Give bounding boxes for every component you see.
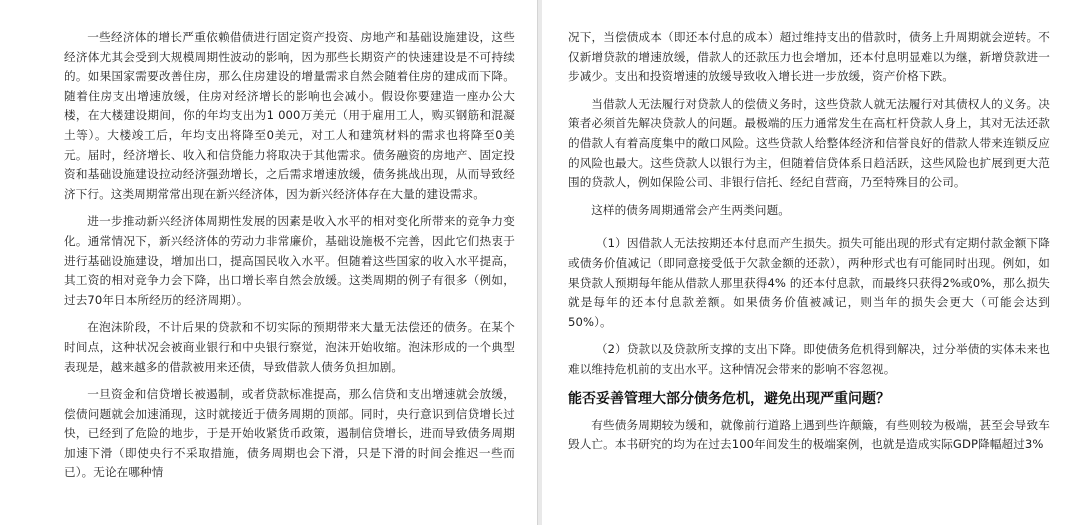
paragraph: 一旦资金和信贷增长被遏制，或者贷款标准提高，那么信贷和支出增速就会放缓，偿债问题就会加速涌现，这时就接近于债务周期的顶部。同时，央行意识到信贷增长过快，已经到了危险的地步，于是开始收紧货币政策，遏制信贷增长，进而导致债务周期加速下滑（即使央行不采取措施，债务周期也会下滑，只是下滑的时间会推迟一些而已）。无论在哪种情 bbox=[64, 387, 515, 480]
paragraph: 一些经济体的增长严重依赖借债进行固定资产投资、房地产和基础设施建设，这些经济体尤其会受到大规模周期性波动的影响，因为那些长期资产的快速建设是不可持续的。如果国家需要改善住房，那么住房建设的增量需求自然会随着住房的建成而下降。随着住房支出增速放缓，住房对经济增长的影响也会减小。假设你要建造一座办公大楼，在大楼建设期间，你的年均支出为1 000万美元（用于雇用工人，购买钢筋和混凝土等）。大楼竣工后，年均支出将降至0美元，对工人和建筑材料的需求也将降至0美元。届时，经济增长、收入和信贷能力将取决于其他需求。债务融资的房地产、固定投资和基础设施建设拉动经济强劲增长，之后需求增速放缓，债务挑战出现，从而导致经济下行。这类周期常常出现在新兴经济体，因为新兴经济体存在大量的建设需求。 bbox=[64, 30, 515, 201]
paragraph: 这样的债务周期通常会产生两类问题。 bbox=[591, 202, 790, 217]
paragraph: 当借款人无法履行对贷款人的偿债义务时，这些贷款人就无法履行对其债权人的义务。决策者必须首先解决贷款人的问题。最极端的压力通常发生在高杠杆贷款人身上，其对无法还款的借款人有着高度集中的敞口风险。这些贷款人给整体经济和信誉良好的借款人带来连锁反应的风险也最大。这些贷款人以银行为主，但随着信贷体系日趋活跃，这些风险也扩展到更大范围的贷款人，例如保险公司、非银行信托、经纪自营商，乃至特殊目的公司。 bbox=[568, 96, 1050, 190]
paragraph: 有些债务周期较为缓和，就像前行道路上遇到些许颠簸，有些则较为极端，甚至会导致车毁人亡。本书研究的均为在过去100年间发生的极端案例，也就是造成实际GDP降幅超过3% bbox=[568, 417, 1050, 452]
section-heading: 能否妥善管理大部分债务危机，避免出现严重问题？ bbox=[568, 390, 890, 407]
paragraph: 况下，当偿债成本（即还本付息的成本）超过维持支出的借款时，债务上升周期就会逆转。不仅新增贷款的增速放缓，借款人的还款压力也会增加，还本付息明显难以为继，新增贷款进一步减少。支出和投资增速的放缓导致收入增长进一步放缓，资产价格下跌。 bbox=[568, 30, 1050, 84]
left-page bbox=[0, 0, 538, 525]
right-page bbox=[542, 0, 1080, 525]
paragraph: 进一步推动新兴经济体周期性发展的因素是收入水平的相对变化所带来的竞争力变化。通常情况下，新兴经济体的劳动力非常廉价，基础设施极不完善，因此它们热衷于进行基础设施建设，增加出口，提高国民收入水平。但随着这些国家的收入水平提高，其工资的相对竞争力会下降，出口增长率自然会放缓。这类周期的例子有很多（例如，过去70年日本所经历的经济周期）。 bbox=[64, 214, 515, 307]
list-item: （1）因借款人无法按期还本付息而产生损失。损失可能出现的形式有定期付款金额下降或债务价值减记（即同意接受低于欠款金额的还款），两种形式也有可能同时出现。例如，如果贷款人预期每年能从借款人那里获得4% 的还本付息款，而最终只获得2%或0%，那么损失就是每年的还本付息款差额。如果债务价值被减记，则当年的损失会更大（可能会达到50%）。 bbox=[568, 236, 1050, 329]
list-item: （2）贷款以及贷款所支撑的支出下降。即使债务危机得到解决，过分举债的实体未来也难以维持危机前的支出水平。这种情况会带来的影响不容忽视。 bbox=[568, 342, 1050, 376]
paragraph: 在泡沫阶段，不计后果的贷款和不切实际的预期带来大量无法偿还的债务。在某个时间点，这种状况会被商业银行和中央银行察觉，泡沫开始收缩。泡沫形成的一个典型表现是，越来越多的借款被用来还债，导致借款人债务负担加剧。 bbox=[64, 320, 515, 374]
